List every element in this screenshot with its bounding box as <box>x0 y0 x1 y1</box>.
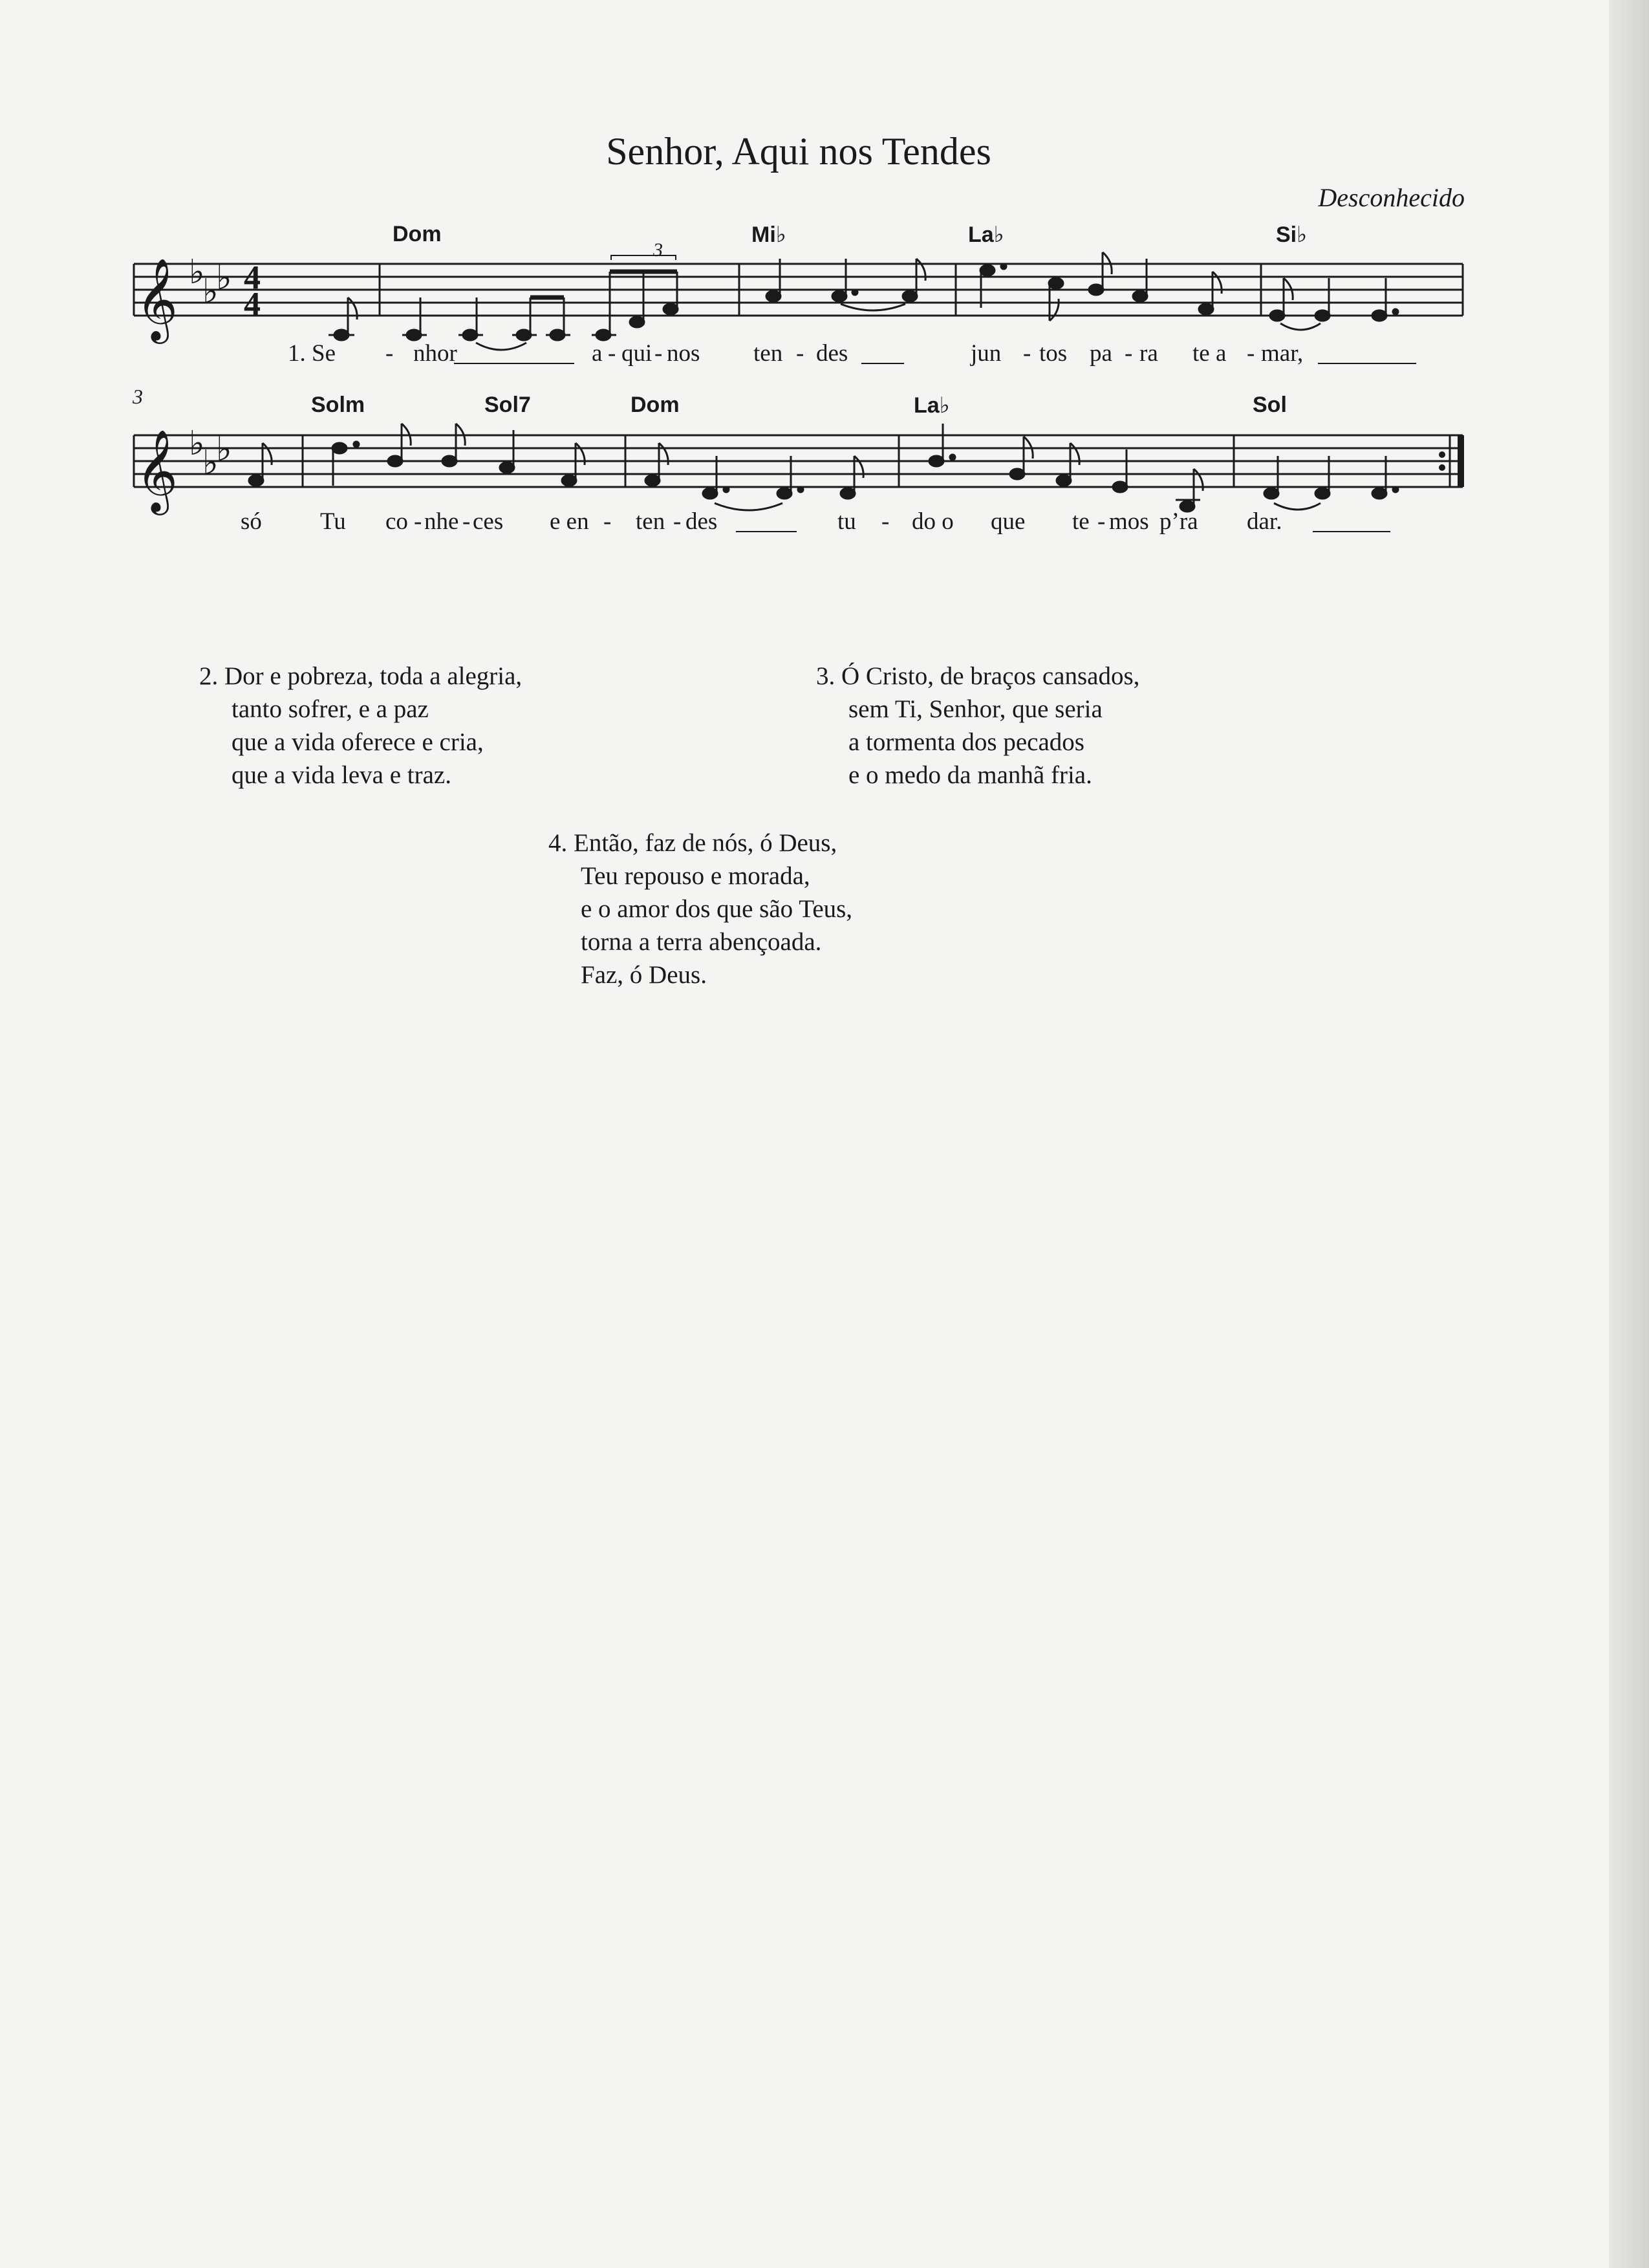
lyric-hyphen: - <box>1247 340 1255 367</box>
chord-symbol: Solm <box>311 393 365 417</box>
chord-symbol: Si♭ <box>1276 222 1308 247</box>
lyric-syllable: a <box>592 340 603 367</box>
chord-symbol: Sol7 <box>484 393 531 417</box>
time-signature-bottom: 4 <box>244 286 261 323</box>
verse-line: e o amor dos que são Teus, <box>581 895 853 923</box>
lyric-syllable: dar. <box>1247 508 1282 535</box>
verse-line: torna a terra abençoada. <box>581 928 822 956</box>
lyric-hyphen: - <box>1125 340 1133 367</box>
verse-line: que a vida leva e traz. <box>232 761 451 789</box>
svg-text:♭: ♭ <box>202 272 219 311</box>
treble-clef-icon: 𝄞 <box>136 429 178 512</box>
sheet-music <box>0 0 1649 582</box>
verse-line: tanto sofrer, e a paz <box>232 695 429 723</box>
lyric-hyphen: - <box>1097 508 1106 535</box>
verse-line: 2. Dor e pobreza, toda a alegria, <box>199 662 523 690</box>
lyric-hyphen: - <box>603 508 612 535</box>
verse-line: 4. Então, faz de nós, ó Deus, <box>548 829 837 857</box>
chord-symbol: Dom <box>630 393 680 417</box>
lyric-hyphen: - <box>608 340 616 367</box>
lyric-syllable: qui <box>621 340 652 367</box>
measure-number: 3 <box>133 385 143 408</box>
lyric-syllable: só <box>241 508 262 535</box>
svg-text:♭: ♭ <box>216 259 232 297</box>
verse-line: sem Ti, Senhor, que seria <box>848 695 1103 723</box>
lyric-syllable: des <box>816 340 848 367</box>
lyric-syllable: ten <box>753 340 783 367</box>
verse-line: Teu repouso e morada, <box>581 862 810 890</box>
lyric-syllable: e en <box>550 508 589 535</box>
lyric-syllable: te a <box>1192 340 1227 367</box>
lyric-syllable: ces <box>473 508 504 535</box>
lyric-syllable: nhor <box>413 340 457 367</box>
lyric-syllable: des <box>685 508 718 535</box>
lyric-syllable: nhe <box>424 508 459 535</box>
svg-text:♭: ♭ <box>189 424 205 463</box>
lyric-syllable: tu <box>837 508 856 535</box>
lyric-syllable: 1. Se <box>288 340 336 367</box>
verse-line: a tormenta dos pecados <box>848 728 1084 756</box>
lyric-syllable: ten <box>636 508 665 535</box>
lyric-syllable: co <box>385 508 408 535</box>
chord-symbol: Mi♭ <box>751 222 786 247</box>
lyric-hyphen: - <box>796 340 804 367</box>
svg-text:♭: ♭ <box>189 253 205 292</box>
verse-2 <box>199 660 522 792</box>
lyric-syllable: que <box>991 508 1026 535</box>
lyric-hyphen: - <box>881 508 890 535</box>
verse-line: e o medo da manhã fria. <box>848 761 1092 789</box>
lyric-syllable: Tu <box>320 508 346 535</box>
composer: Desconhecido <box>1318 183 1465 212</box>
lyric-syllable: tos <box>1039 340 1068 367</box>
verse-line: 3. Ó Cristo, de braços cansados, <box>816 662 1140 690</box>
lyric-syllable: te <box>1072 508 1090 535</box>
lyric-hyphen: - <box>385 340 394 367</box>
lyric-syllable: nos <box>667 340 700 367</box>
lyric-hyphen: - <box>673 508 682 535</box>
lyric-hyphen: - <box>414 508 422 535</box>
lyric-syllable: ra <box>1139 340 1158 367</box>
triplet-label: 3 <box>653 239 663 261</box>
verse-line: que a vida oferece e cria, <box>232 728 484 756</box>
lyric-syllable: mos <box>1109 508 1149 535</box>
song-title: Senhor, Aqui nos Tendes <box>606 130 991 173</box>
svg-text:♭: ♭ <box>216 430 232 469</box>
lyric-syllable: p’ra <box>1159 508 1198 535</box>
lyric-hyphen: - <box>654 340 663 367</box>
lyric-syllable: pa <box>1090 340 1112 367</box>
lyric-hyphen: - <box>1023 340 1031 367</box>
time-signature-top: 4 <box>244 259 261 296</box>
lyric-syllable: do o <box>912 508 954 535</box>
notes-system-1 <box>329 252 1398 340</box>
verse-line: Faz, ó Deus. <box>581 961 707 989</box>
chord-symbol: Dom <box>393 222 442 246</box>
lyric-syllable: mar, <box>1261 340 1304 367</box>
key-signature-flat-icons <box>189 253 232 482</box>
lyric-hyphen: - <box>462 508 471 535</box>
chord-symbol: Sol <box>1253 393 1287 417</box>
chord-symbol: La♭ <box>968 222 1004 247</box>
verse-4 <box>548 826 852 991</box>
lyric-syllable: jun <box>971 340 1002 367</box>
svg-text:♭: ♭ <box>202 444 219 482</box>
notes-system-2 <box>249 424 1398 512</box>
verse-3 <box>816 660 1139 792</box>
staff-lines-system-1 <box>134 264 1463 316</box>
chord-symbol: La♭ <box>914 393 950 418</box>
treble-clef-icon: 𝄞 <box>136 257 178 340</box>
